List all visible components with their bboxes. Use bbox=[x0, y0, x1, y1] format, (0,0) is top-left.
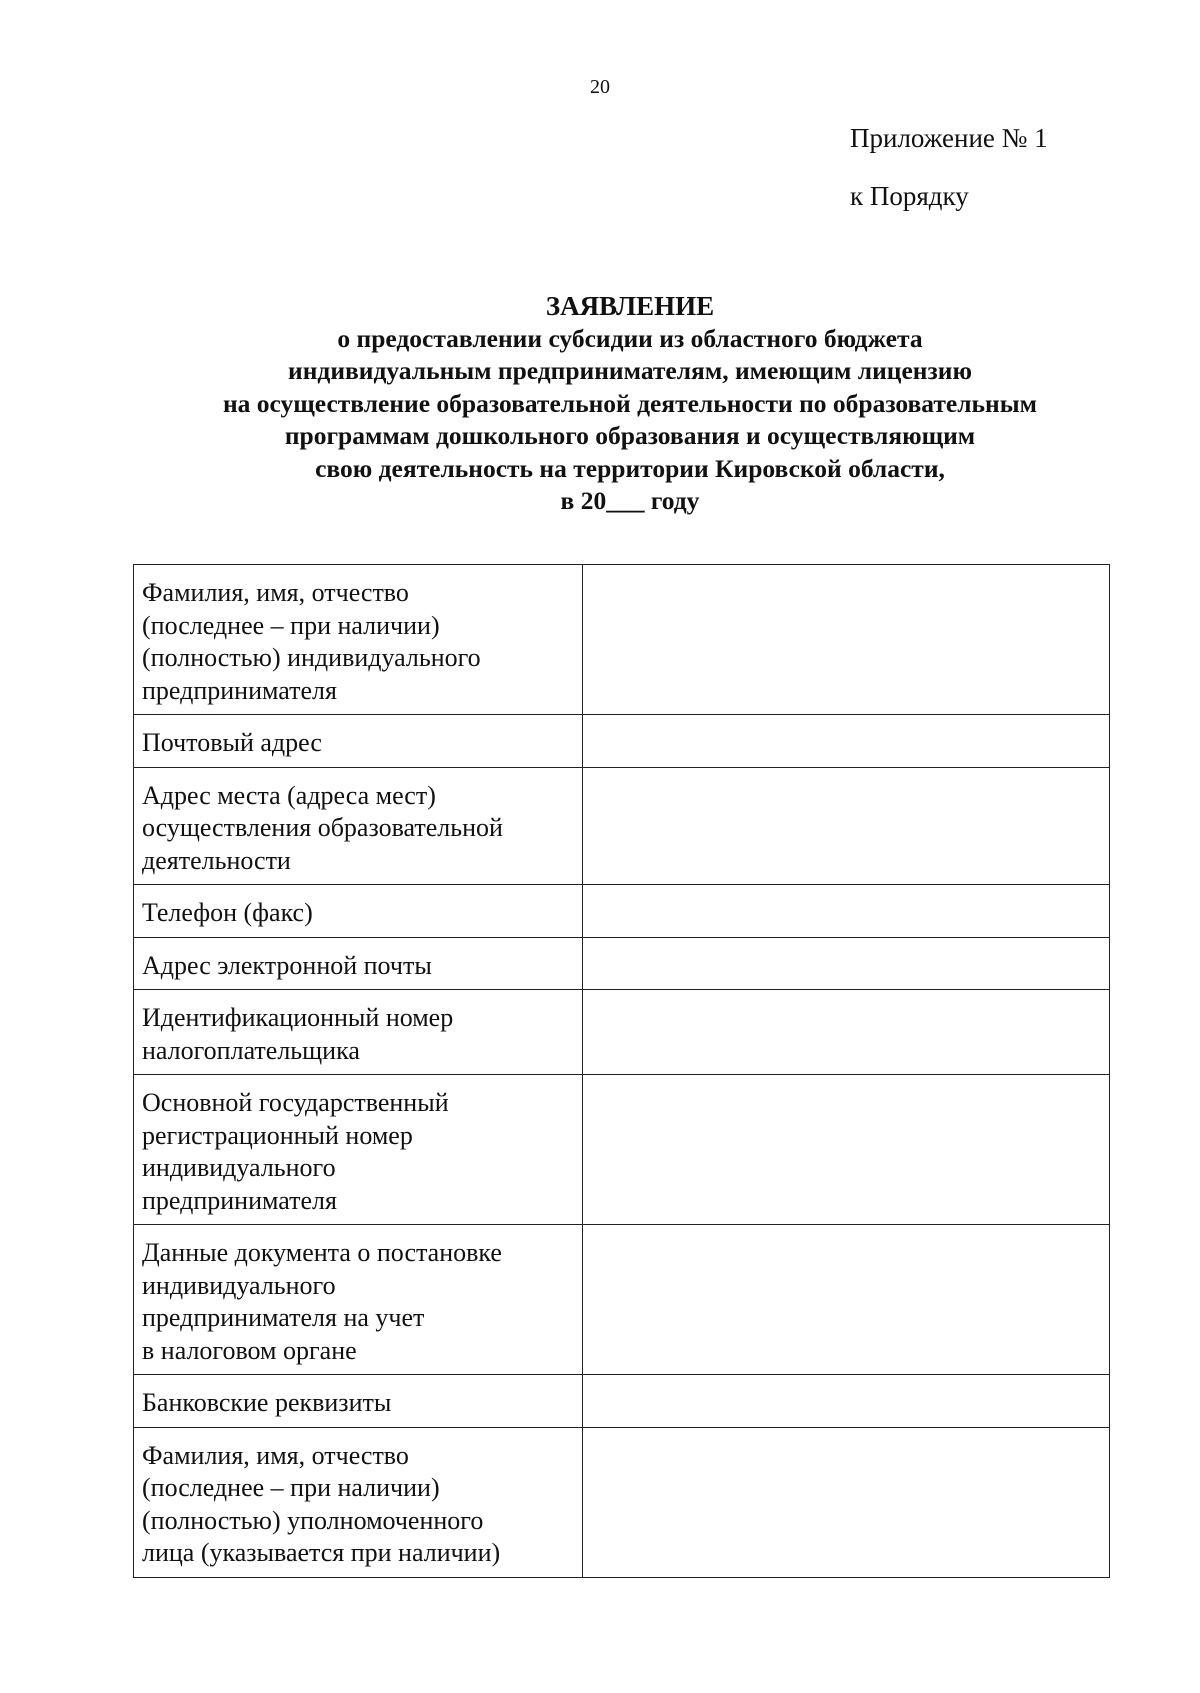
document-title bbox=[100, 290, 1160, 518]
form-row-value[interactable] bbox=[582, 715, 1109, 768]
form-row-label: (последнее – при наличии) bbox=[142, 610, 440, 640]
form-row-label: предпринимателя bbox=[142, 1185, 337, 1215]
form-row-label: налогоплательщика bbox=[142, 1035, 360, 1065]
form-row-label-cell bbox=[134, 1225, 583, 1375]
form-row-value[interactable] bbox=[582, 1225, 1109, 1375]
form-row-label: Данные документа о постановке bbox=[142, 1238, 502, 1267]
form-row-label: Банковские реквизиты bbox=[142, 1388, 392, 1417]
form-row-label: Адрес места (адреса мест) bbox=[142, 780, 436, 810]
form-row bbox=[134, 990, 1110, 1075]
form-row bbox=[134, 715, 1110, 768]
form-row-label: лица (указывается при наличии) bbox=[142, 1538, 501, 1567]
form-row-label: в налоговом органе bbox=[142, 1335, 357, 1365]
form-row-label-cell bbox=[134, 990, 583, 1075]
form-row-label-cell bbox=[134, 767, 583, 885]
title-line: индивидуальным предпринимателям, имеющим лицензию bbox=[288, 356, 972, 385]
page-number: 20 bbox=[590, 76, 610, 98]
form-row-label-cell bbox=[134, 565, 583, 715]
form-row-label: деятельности bbox=[142, 845, 291, 875]
title-heading: ЗАЯВЛЕНИЕ bbox=[545, 291, 715, 321]
form-row-label: осуществления образовательной bbox=[142, 813, 503, 842]
form-row-label: индивидуального bbox=[142, 1153, 336, 1182]
form-row-value[interactable] bbox=[582, 937, 1109, 990]
form-row bbox=[134, 1225, 1110, 1375]
form-row-label: предпринимателя на учет bbox=[142, 1303, 425, 1332]
form-row-label: (полностью) уполномоченного bbox=[142, 1505, 484, 1535]
title-line: свою деятельность на территории Кировской области, bbox=[315, 453, 945, 483]
form-row-label-cell bbox=[134, 1427, 583, 1577]
form-row bbox=[134, 565, 1110, 715]
application-form-table bbox=[133, 564, 1110, 1578]
form-row bbox=[134, 1375, 1110, 1428]
form-row-label: регистрационный номер bbox=[142, 1120, 413, 1150]
form-row-label: индивидуального bbox=[142, 1270, 336, 1300]
form-row-label: Идентификационный номер bbox=[142, 1003, 454, 1032]
form-row bbox=[134, 937, 1110, 990]
form-row-label-cell bbox=[134, 1375, 583, 1428]
form-row-value[interactable] bbox=[582, 565, 1109, 715]
form-row bbox=[134, 767, 1110, 885]
form-table-body bbox=[134, 565, 1110, 1578]
form-row-value[interactable] bbox=[582, 990, 1109, 1075]
form-row-value[interactable] bbox=[582, 1375, 1109, 1428]
appendix-reference bbox=[850, 122, 1048, 213]
form-row bbox=[134, 885, 1110, 938]
appendix-number: Приложение № 1 bbox=[850, 123, 1048, 153]
title-line: на осуществление образовательной деятельности по образовательным bbox=[222, 388, 1038, 418]
form-row-label: предпринимателя bbox=[142, 675, 337, 705]
form-row-label: (последнее – при наличии) bbox=[142, 1473, 440, 1502]
form-row bbox=[134, 1427, 1110, 1577]
form-row-label: Фамилия, имя, отчество bbox=[142, 1440, 409, 1470]
form-row-label: Адрес электронной почты bbox=[142, 950, 432, 980]
form-row-value[interactable] bbox=[582, 885, 1109, 938]
form-row-value[interactable] bbox=[582, 767, 1109, 885]
form-row-value[interactable] bbox=[582, 1427, 1109, 1577]
form-row-label: Телефон (факс) bbox=[142, 898, 313, 927]
form-row-label: Почтовый адрес bbox=[142, 728, 322, 757]
form-row-label-cell bbox=[134, 885, 583, 938]
title-line: программам дошкольного образования и осуществляющим bbox=[284, 421, 976, 450]
title-line-year: в 20___ году bbox=[560, 486, 700, 515]
title-line: о предоставлении субсидии из областного бюджета bbox=[337, 323, 923, 353]
form-row-label-cell bbox=[134, 715, 583, 768]
form-row-label-cell bbox=[134, 1075, 583, 1225]
form-row-value[interactable] bbox=[582, 1075, 1109, 1225]
form-row-label: (полностью) индивидуального bbox=[142, 643, 481, 672]
form-row bbox=[134, 1075, 1110, 1225]
form-row-label-cell bbox=[134, 937, 583, 990]
form-row-label: Фамилия, имя, отчество bbox=[142, 578, 409, 607]
appendix-to-procedure: к Порядку bbox=[850, 181, 969, 211]
form-row-label: Основной государственный bbox=[142, 1088, 449, 1117]
